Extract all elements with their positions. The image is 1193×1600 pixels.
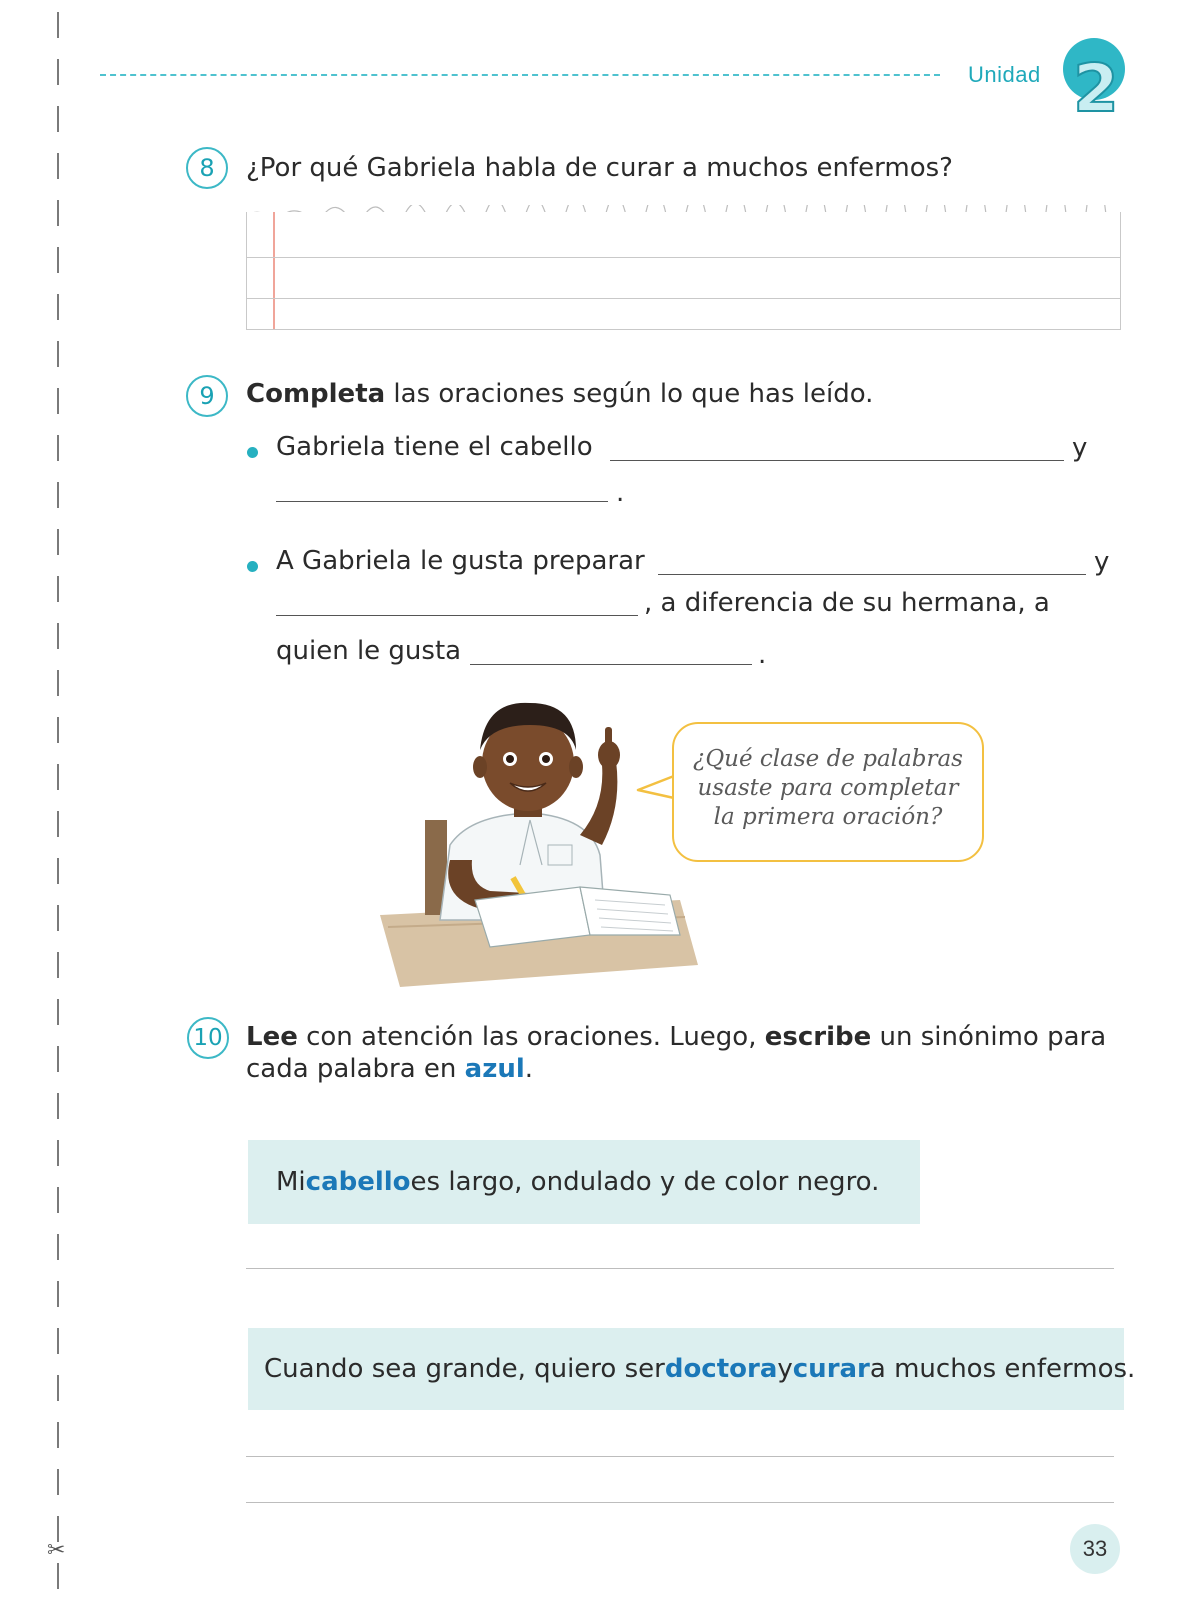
- header-divider: [100, 74, 940, 76]
- item2-end: .: [758, 640, 767, 670]
- unit-number: 2: [1073, 50, 1119, 121]
- boy-writing-illustration: [380, 695, 700, 995]
- blank-1b[interactable]: [276, 501, 608, 502]
- blank-2c[interactable]: [470, 664, 752, 665]
- speech-bubble-text: ¿Qué clase de palabras usaste para completar la primera oración?: [693, 746, 963, 830]
- scissors-icon: ✂: [47, 1538, 66, 1563]
- blank-1a[interactable]: [610, 460, 1064, 461]
- question-8-text: ¿Por qué Gabriela habla de curar a muchos enfermos?: [246, 153, 953, 183]
- sentence-box-1: Mi cabello es largo, ondulado y de color negro.: [248, 1140, 920, 1224]
- item1-start: Gabriela tiene el cabello: [276, 432, 593, 462]
- answer-line-3[interactable]: [246, 1502, 1114, 1503]
- unit-label: Unidad: [968, 62, 1041, 87]
- page-number: 33: [1070, 1524, 1120, 1574]
- answer-line-1[interactable]: [246, 1268, 1114, 1269]
- item1-connector: y: [1072, 433, 1088, 463]
- speech-bubble-tail: [636, 768, 676, 808]
- answer-notebook-q8[interactable]: [246, 212, 1121, 330]
- question-8-number: 8: [186, 147, 228, 189]
- sentence-box-2: Cuando sea grande, quiero ser doctora y curar a muchos enfermos.: [248, 1328, 1124, 1410]
- cut-line: [57, 12, 60, 1592]
- answer-line-2[interactable]: [246, 1456, 1114, 1457]
- question-10-instruction-line1: Lee con atención las oraciones. Luego, escribe un sinónimo para: [246, 1022, 1107, 1052]
- item2-connector: y: [1094, 547, 1110, 577]
- bullet-2: [247, 561, 258, 572]
- blank-2b[interactable]: [276, 615, 638, 616]
- question-9-number: 9: [186, 375, 228, 417]
- item1-end: .: [616, 478, 625, 508]
- bullet-1: [247, 447, 258, 458]
- question-9-instruction: Completa las oraciones según lo que has leído.: [246, 379, 874, 409]
- question-10-number: 10: [187, 1017, 229, 1059]
- question-10-instruction-line2: cada palabra en azul.: [246, 1054, 534, 1084]
- unit-badge: [1060, 33, 1128, 121]
- item2-start: A Gabriela le gusta preparar: [276, 546, 645, 576]
- blank-2a[interactable]: [658, 574, 1086, 575]
- item2-line3: quien le gusta: [276, 636, 462, 666]
- item2-mid: , a diferencia de su hermana, a: [644, 588, 1050, 618]
